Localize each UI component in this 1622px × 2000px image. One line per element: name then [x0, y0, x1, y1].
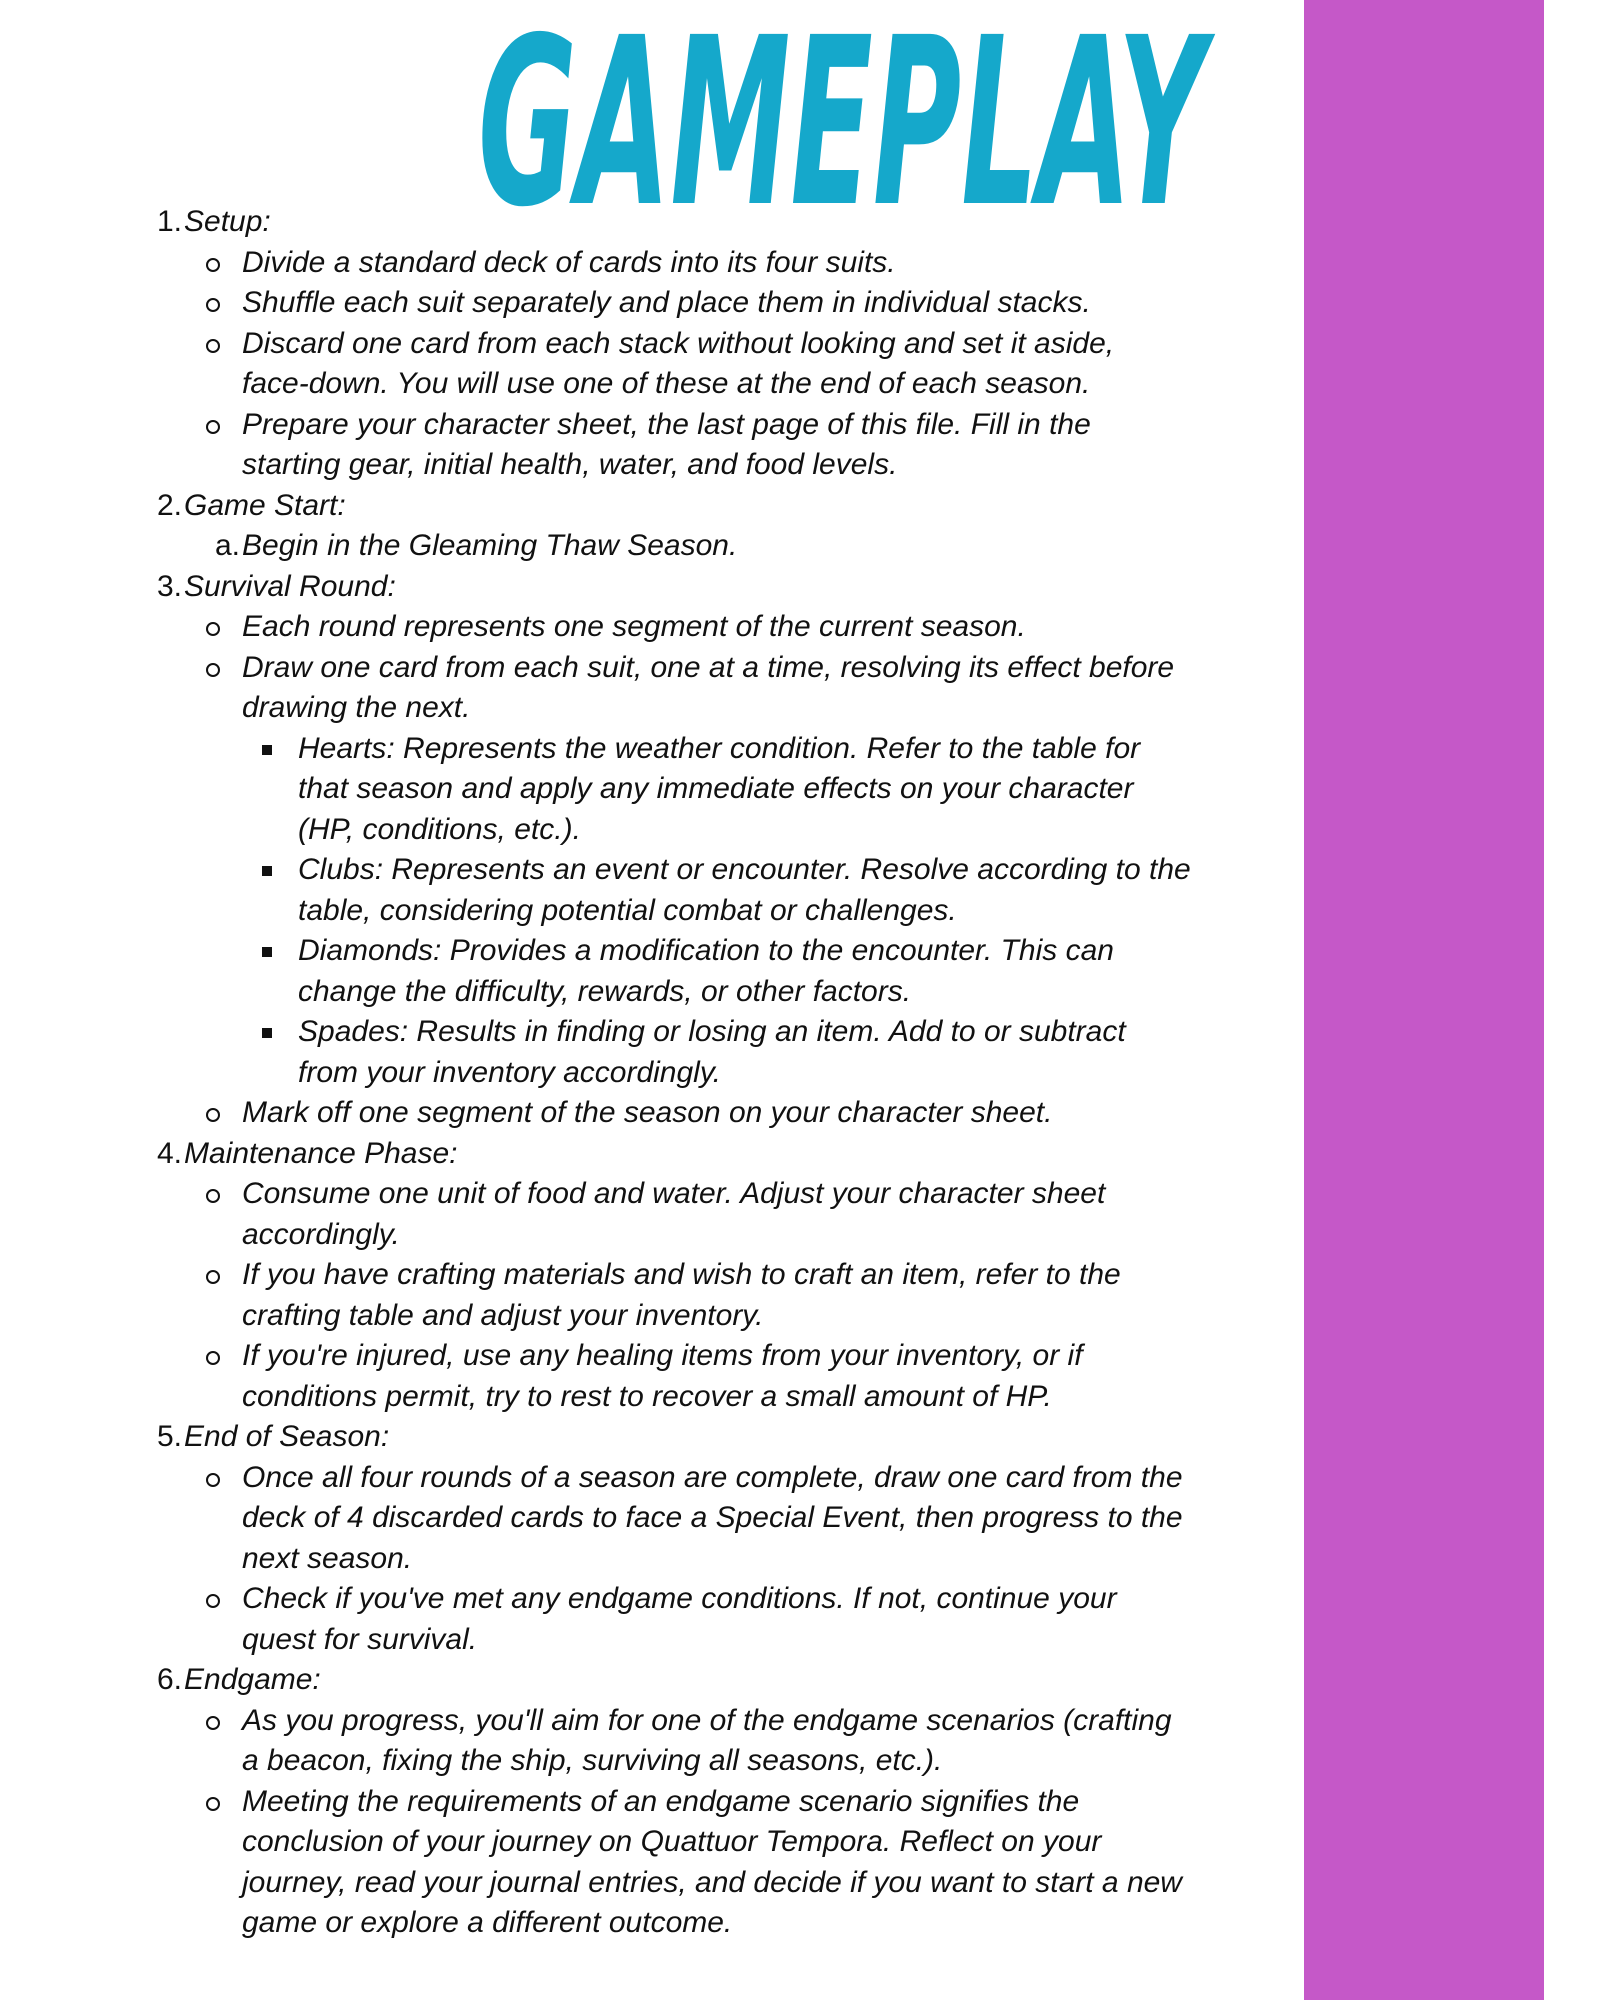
sub-list-item [148, 1053, 1298, 1094]
list-item-text: Discard one card from each stack without looking and set it aside, [242, 326, 1115, 360]
sub-list-item [148, 931, 1298, 972]
sub-list-item-text: from your inventory accordingly. [298, 1055, 721, 1089]
list-item-text: crafting table and adjust your inventory. [242, 1298, 764, 1332]
list-item-text: If you're injured, use any healing items from your inventory, or if [242, 1339, 1083, 1372]
list-item-text: conclusion of your journey on Quattuor Tempora. Reflect on your [242, 1825, 1102, 1858]
sub-list-item [148, 891, 1298, 932]
sub-list-item-text: Diamonds: Provides a modification to the encounter. This can [298, 934, 1114, 967]
list-marker: a. [214, 529, 240, 562]
section-heading-text: Game Start: [184, 488, 346, 522]
section-number: 2. [156, 488, 182, 522]
list-item [148, 1174, 1298, 1215]
sub-list-item-text: Hearts: Represents the weather condition. Refer to the table for [298, 731, 1141, 765]
section-number: 5. [156, 1420, 182, 1453]
list-item [148, 1498, 1298, 1539]
section-heading-text: Survival Round: [184, 569, 396, 603]
list-item-text: Begin in the Gleaming Thaw Season. [242, 529, 738, 562]
sidebar-color-band [1304, 0, 1544, 2000]
list-item-text: next season. [242, 1541, 413, 1575]
section-heading [148, 1417, 1298, 1458]
bullet-icon [206, 1351, 220, 1365]
list-item [148, 526, 1298, 567]
sub-list-item-text: Spades: Results in finding or losing an item. Add to or subtract [298, 1015, 1126, 1048]
list-item [148, 1741, 1298, 1782]
page-title: GAMEPLAY [478, 0, 1206, 258]
bullet-icon [206, 1594, 220, 1608]
list-item [148, 1903, 1298, 1944]
list-item-text: conditions permit, try to rest to recover a small amount of HP. [242, 1379, 1052, 1413]
list-item [148, 1255, 1298, 1296]
sub-list-item [148, 769, 1298, 810]
list-item-text: Draw one card from each suit, one at a time, resolving its effect before [242, 650, 1175, 684]
list-item-text: Once all four rounds of a season are complete, draw one card from the [242, 1460, 1183, 1494]
section-number: 6. [156, 1663, 182, 1696]
list-item [148, 688, 1298, 729]
list-item [148, 1701, 1298, 1742]
list-item [148, 1336, 1298, 1377]
list-item [148, 1620, 1298, 1661]
bullet-icon [206, 420, 220, 434]
list-item-text: drawing the next. [242, 691, 471, 724]
bullet-icon [206, 1473, 220, 1487]
square-bullet-icon [262, 745, 272, 755]
sub-list-item [148, 1012, 1298, 1053]
list-item [148, 364, 1298, 405]
bullet-icon [206, 1716, 220, 1730]
sub-list-item-text: table, considering potential combat or challenges. [298, 893, 957, 927]
sub-list-item [148, 850, 1298, 891]
list-item [148, 1458, 1298, 1499]
bullet-icon [206, 1270, 220, 1284]
list-item-text: Mark off one segment of the season on your character sheet. [242, 1096, 1053, 1129]
list-item [148, 1539, 1298, 1580]
list-item-text: face-down. You will use one of these at the end of each season. [242, 367, 1091, 400]
list-item-text: journey, read your journal entries, and decide if you want to start a new [242, 1865, 1182, 1899]
list-item-text: As you progress, you'll aim for one of the endgame scenarios (crafting [242, 1703, 1172, 1737]
square-bullet-icon [262, 947, 272, 957]
list-item-text: accordingly. [242, 1217, 400, 1251]
list-item [148, 1863, 1298, 1904]
list-item [148, 1822, 1298, 1863]
list-item [148, 1782, 1298, 1823]
sub-list-item-text: (HP, conditions, etc.). [298, 812, 581, 846]
list-item-text: Shuffle each suit separately and place them in individual stacks. [242, 286, 1091, 319]
list-item [148, 607, 1298, 648]
sub-list-item [148, 810, 1298, 851]
list-item-text: Meeting the requirements of an endgame scenario signifies the [242, 1784, 1080, 1818]
list-item [148, 1093, 1298, 1134]
section-heading-text: End of Season: [184, 1420, 390, 1453]
section-number: 4. [156, 1136, 182, 1170]
square-bullet-icon [262, 1028, 272, 1038]
list-item-text: Each round represents one segment of the current season. [242, 610, 1026, 643]
section-number: 1. [156, 205, 182, 238]
list-item [148, 1296, 1298, 1337]
list-item [148, 324, 1298, 365]
bullet-icon [206, 258, 220, 272]
section-heading-text: Maintenance Phase: [184, 1136, 458, 1170]
section-heading [148, 1660, 1298, 1701]
list-item-text: deck of 4 discarded cards to face a Special Event, then progress to the [242, 1501, 1183, 1534]
gameplay-rules-list [148, 202, 1298, 1944]
sub-list-item [148, 729, 1298, 770]
list-item [148, 1377, 1298, 1418]
list-item-text: If you have crafting materials and wish to craft an item, refer to the [242, 1258, 1121, 1291]
section-heading [148, 202, 1298, 243]
section-heading-text: Setup: [184, 205, 271, 238]
bullet-icon [206, 339, 220, 353]
sub-list-item-text: change the difficulty, rewards, or other factors. [298, 974, 912, 1008]
section-heading [148, 1134, 1298, 1175]
bullet-icon [206, 1108, 220, 1122]
square-bullet-icon [262, 866, 272, 876]
section-heading [148, 486, 1298, 527]
bullet-icon [206, 298, 220, 312]
bullet-icon [206, 1189, 220, 1203]
list-item-text: Consume one unit of food and water. Adjust your character sheet [242, 1177, 1106, 1210]
list-item-text: Divide a standard deck of cards into its four suits. [242, 245, 896, 279]
list-item [148, 445, 1298, 486]
list-item [148, 283, 1298, 324]
section-heading-text: Endgame: [184, 1663, 321, 1696]
list-item-text: a beacon, fixing the ship, surviving all seasons, etc.). [242, 1744, 943, 1777]
list-item-text: starting gear, initial health, water, and food levels. [242, 448, 898, 481]
section-number: 3. [156, 569, 182, 603]
bullet-icon [206, 622, 220, 636]
list-item-text: Prepare your character sheet, the last page of this file. Fill in the [242, 407, 1091, 441]
list-item-text: Check if you've met any endgame conditions. If not, continue your [242, 1582, 1117, 1615]
section-heading [148, 567, 1298, 608]
list-item [148, 405, 1298, 446]
bullet-icon [206, 1797, 220, 1811]
list-item-text: quest for survival. [242, 1622, 478, 1656]
sub-list-item-text: Clubs: Represents an event or encounter. Resolve according to the [298, 853, 1191, 886]
list-item [148, 648, 1298, 689]
bullet-icon [206, 663, 220, 677]
list-item-text: game or explore a different outcome. [242, 1906, 733, 1939]
sub-list-item [148, 972, 1298, 1013]
sub-list-item-text: that season and apply any immediate effects on your character [298, 772, 1134, 805]
list-item [148, 243, 1298, 284]
list-item [148, 1215, 1298, 1256]
list-item [148, 1579, 1298, 1620]
